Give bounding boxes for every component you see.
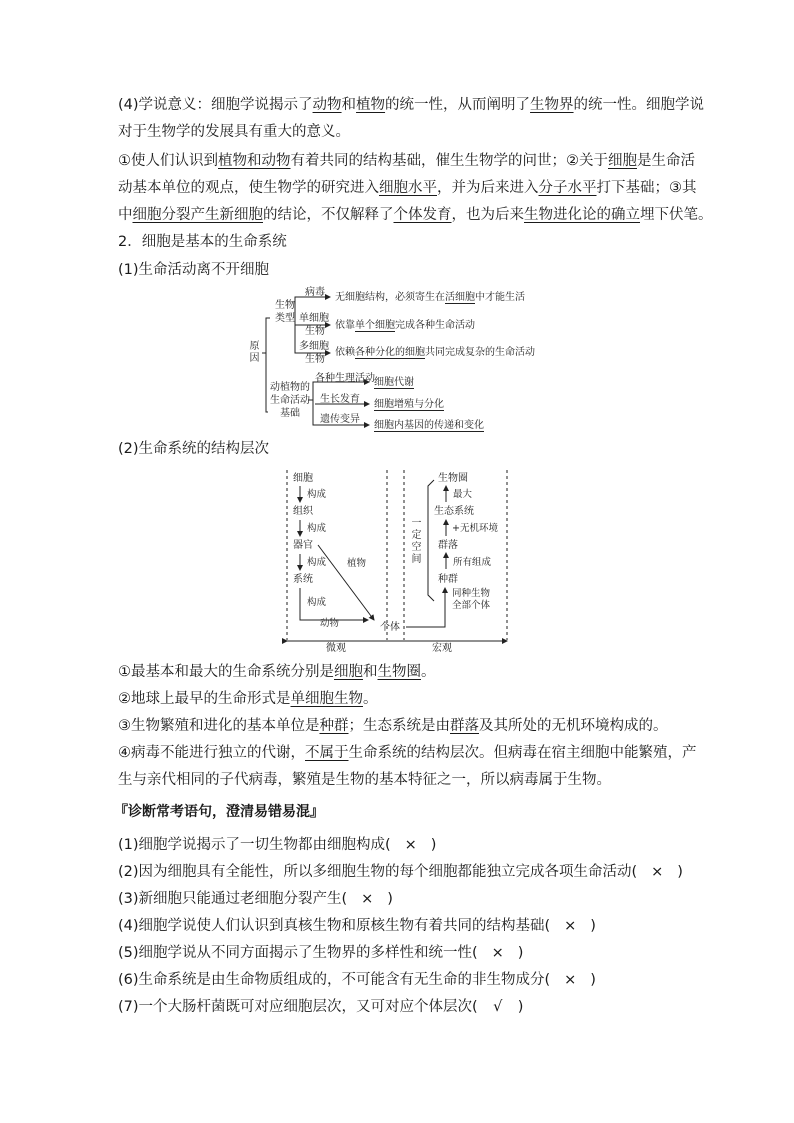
level-cell: 细胞	[293, 473, 313, 484]
point-3: ③生物繁殖和进化的基本单位是种群；生态系统是由群落及其所处的无机环境构成的。	[118, 718, 668, 734]
label-basis-3: 基础	[280, 408, 300, 419]
label-multicellular-2: 生物	[305, 354, 325, 365]
question-3: (3)新细胞只能通过老细胞分裂产生( × )	[118, 886, 393, 913]
point-4: ④病毒不能进行独立的代谢，不属于生命系统的结构层次。但病毒在宿主细胞中能繁殖，产	[118, 745, 697, 761]
answer-mark: √	[493, 999, 503, 1015]
label-micro: 微观	[326, 643, 346, 654]
bracket-open-icon: 『	[114, 804, 128, 820]
label-unicellular-1: 单细胞	[299, 313, 329, 324]
answer-mark: ×	[564, 972, 577, 988]
label-certain-space: 一定空间	[411, 518, 422, 565]
result-activity-3: 细胞内基因的传递和变化	[374, 420, 484, 431]
question-5: (5)细胞学说从不同方面揭示了生物界的多样性和统一性( × )	[118, 940, 523, 967]
label-bio-type-1: 生物	[275, 300, 295, 311]
point-1: ①最基本和最大的生命系统分别是细胞和生物圈。	[118, 664, 436, 680]
question-1: (1)细胞学说揭示了一切生物都由细胞构成( × )	[118, 832, 436, 859]
label-composes-2: 构成	[307, 523, 327, 534]
label-cause: 原因	[249, 341, 260, 364]
section-2-title: 2．细胞是基本的生命系统	[118, 234, 287, 250]
bracket-close-icon: 』	[310, 804, 324, 820]
question-4: (4)细胞学说使人们认识到真核生物和原核生物有着共同的结构基础( × )	[118, 913, 596, 940]
level-biosphere: 生物圈	[438, 473, 468, 484]
subsection-1-title: (1)生命活动离不开细胞	[118, 262, 270, 278]
label-macro: 宏观	[432, 643, 452, 654]
answer-mark: ×	[491, 945, 504, 961]
label-bio-type-2: 类型	[275, 313, 295, 324]
label-unicellular-2: 生物	[305, 326, 325, 337]
level-organ: 器官	[293, 540, 313, 551]
label-same-species-1: 同种生物	[452, 588, 491, 599]
point-2: ②地球上最早的生命形式是单细胞生物。	[118, 691, 378, 707]
label-composes-1: 构成	[307, 489, 327, 500]
result-activity-2: 细胞增殖与分化	[374, 399, 444, 410]
label-virus: 病毒	[305, 287, 325, 298]
point-5: 生与亲代相同的子代病毒，繁殖是生物的基本特征之一，所以病毒属于生物。	[118, 772, 611, 788]
label-largest: 最大	[453, 489, 473, 500]
label-plus-env: +无机环境	[452, 523, 498, 534]
question-7: (7)一个大肠杆菌既可对应细胞层次，又可对应个体层次( √ )	[118, 994, 523, 1021]
level-system: 系统	[293, 574, 313, 585]
label-same-species-2: 全部个体	[452, 600, 491, 611]
answer-mark: ×	[564, 918, 577, 934]
label-composes-3: 构成	[307, 557, 327, 568]
answer-mark: ×	[651, 864, 664, 880]
level-population: 种群	[438, 574, 458, 585]
label-activity-2: 生长发育	[320, 394, 360, 405]
subsection-2-title: (2)生命系统的结构层次	[118, 441, 270, 457]
question-6: (6)生命系统是由生命物质组成的，不可能含有无生命的非生物成分( × )	[118, 967, 596, 994]
label-activity-1: 各种生理活动	[315, 373, 375, 384]
result-activity-1: 细胞代谢	[374, 377, 414, 388]
diagnosis-title: 『诊断常考语句，澄清易错易混』	[114, 804, 324, 820]
sec4-line-5: 中细胞分裂产生新细胞的结论，不仅解释了个体发育，也为后来生物进化论的确立埋下伏笔。	[118, 207, 713, 223]
label-basis-1: 动植物的	[270, 382, 310, 393]
label-basis-2: 生命活动	[270, 395, 310, 406]
virus-description: 无细胞结构，必须寄生在活细胞中才能生活	[335, 292, 525, 303]
level-community: 群落	[438, 540, 458, 551]
answer-mark: ×	[404, 837, 417, 853]
multicellular-description: 依赖各种分化的细胞共同完成复杂的生命活动	[335, 347, 535, 358]
label-animal: 动物	[320, 618, 340, 629]
level-ecosystem: 生态系统	[434, 506, 474, 517]
sec4-line-2: 对于生物学的发展具有重大的意义。	[118, 124, 350, 140]
sec4-line-1: (4)学说意义：细胞学说揭示了动物和植物的统一性，从而阐明了生物界的统一性。细胞学说	[118, 97, 705, 113]
level-individual: 个体	[380, 622, 400, 633]
label-multicellular-1: 多细胞	[299, 341, 329, 352]
label-composes-4: 构成	[307, 597, 327, 608]
sec4-line-3: ①使人们认识到植物和动物有着共同的结构基础，催生生物学的问世；②关于细胞是生命活	[118, 153, 695, 169]
sec4-line-4: 动基本单位的观点，使生物学的研究进入细胞水平，并为后来进入分子水平打下基础；③其	[118, 180, 697, 196]
level-tissue: 组织	[293, 506, 313, 517]
answer-mark: ×	[361, 891, 374, 907]
label-plant: 植物	[347, 558, 367, 569]
label-all-components: 所有组成	[453, 557, 492, 568]
unicellular-description: 依靠单个细胞完成各种生命活动	[335, 320, 475, 331]
label-activity-3: 遗传变异	[320, 414, 360, 425]
question-2: (2)因为细胞具有全能性，所以多细胞生物的每个细胞都能独立完成各项生命活动( × )	[118, 859, 683, 886]
